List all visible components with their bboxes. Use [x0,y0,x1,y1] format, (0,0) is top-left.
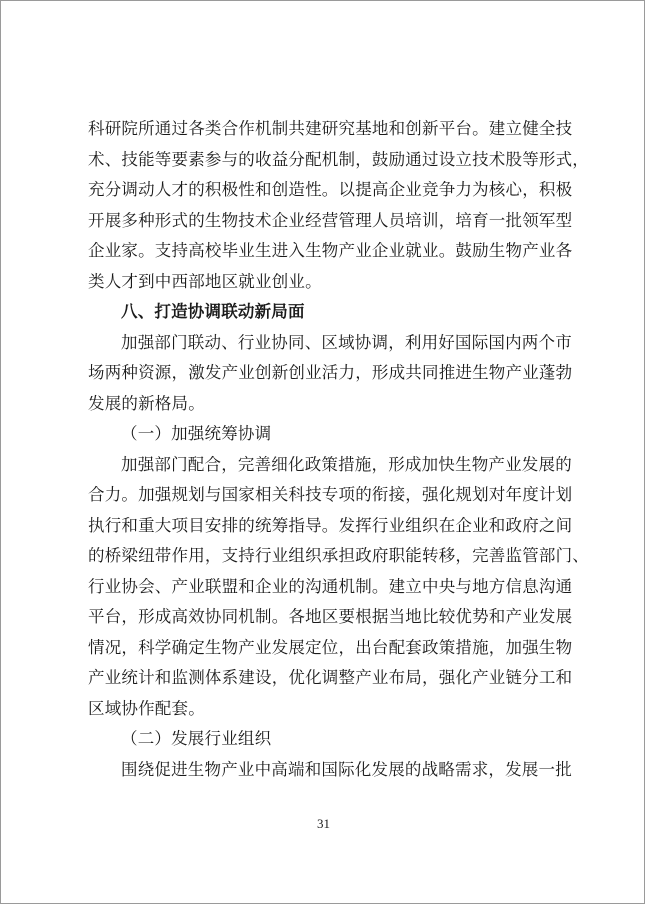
paragraph-line: 科研院所通过各类合作机制共建研究基地和创新平台。建立健全技 [88,119,573,138]
page-number: 31 [317,816,330,831]
paragraph-line: 围绕促进生物产业中高端和国际化发展的战略需求，发展一批 [121,759,572,779]
paragraph-line: 场两种资源，激发产业创新创业活力，形成共同推进生物产业蓬勃 [88,363,573,382]
paragraph-line: 企业家。支持高校毕业生进入生物产业企业就业。鼓励生物产业各 [88,241,573,260]
paragraph-line: 加强部门联动、行业协同、区域协调，利用好国际国内两个市 [121,332,572,352]
paragraph-line: 合力。加强规划与国家相关科技专项的衔接，强化规划对年度计划 [88,485,573,504]
paragraph-line: 类人才到中西部地区就业创业。 [88,271,322,291]
paragraph-line: 开展多种形式的生物技术企业经营管理人员培训，培育一批领军型 [88,210,573,230]
paragraph-line: 执行和重大项目安排的统筹指导。发挥行业组织在企业和政府之间 [88,515,573,535]
paragraph-line: 术、技能等要素参与的收益分配机制，鼓励通过设立技术股等形式， [88,149,589,169]
page-body [88,114,589,785]
paragraph-line: 平台，形成高效协同机制。各地区要根据当地比较优势和产业发展 [88,607,573,626]
paragraph-line: 发展的新格局。 [88,393,205,413]
section-heading: 八、打造协调联动新局面 [121,302,305,321]
paragraph-line: 充分调动人才的积极性和创造性。以提高企业竞争力为核心，积极 [88,180,573,199]
paragraph-line: 加强部门配合，完善细化政策措施，形成加快生物产业发展的 [121,454,572,474]
paragraph-line: 区域协作配套。 [88,698,205,718]
paragraph-line: 产业统计和监测体系建设，优化调整产业布局，强化产业链分工和 [88,668,573,687]
subsection-heading: （一）加强统筹协调 [121,424,272,443]
paragraph-line: 的桥梁纽带作用，支持行业组织承担政府职能转移，完善监管部门、 [88,546,589,565]
paragraph-line: 情况，科学确定生物产业发展定位，出台配套政策措施，加强生物 [88,637,573,657]
subsection-heading: （二）发展行业组织 [121,729,272,748]
paragraph-line: 行业协会、产业联盟和企业的沟通机制。建立中央与地方信息沟通 [88,576,573,596]
